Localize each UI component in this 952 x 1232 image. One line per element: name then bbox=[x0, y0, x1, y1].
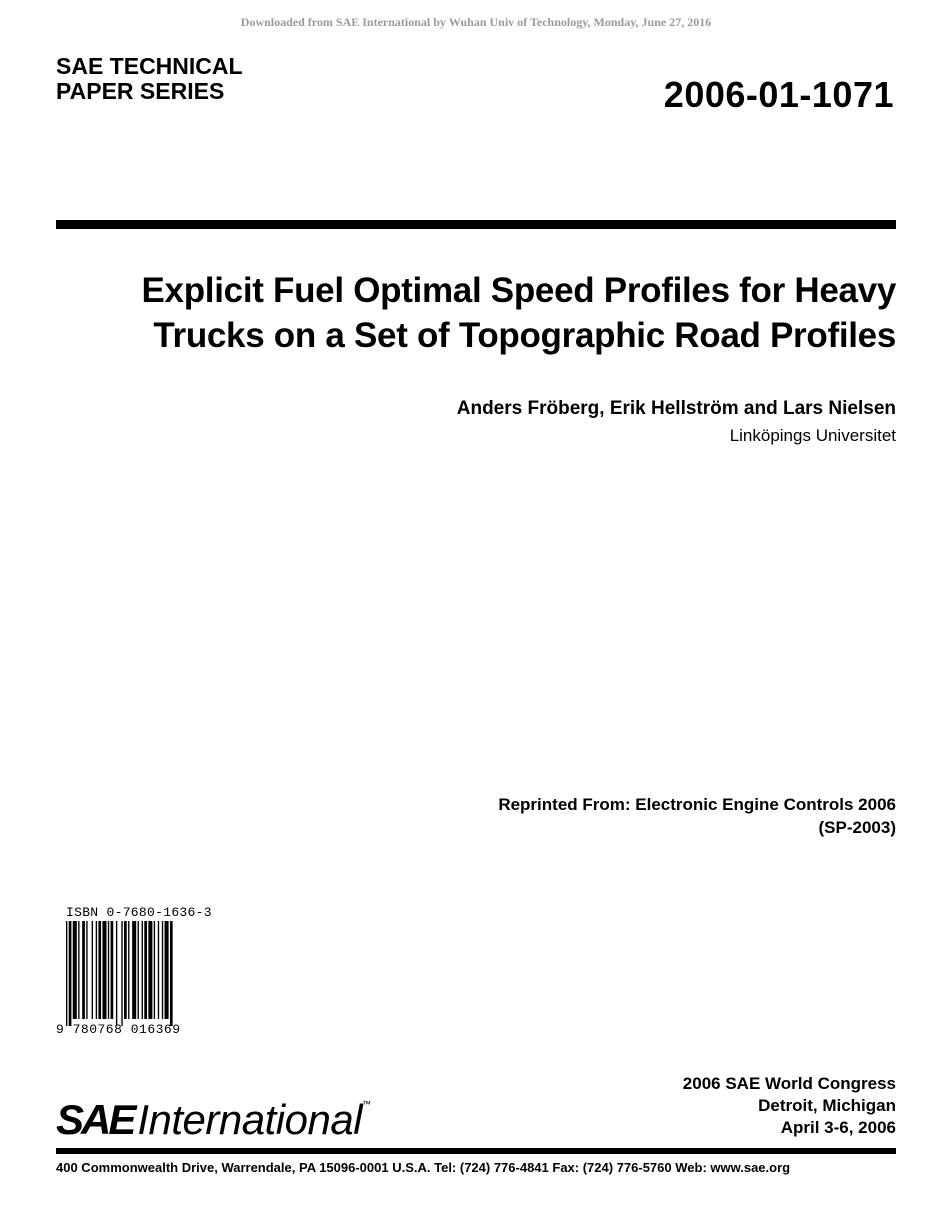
barcode-bar bbox=[69, 921, 72, 1026]
sae-international-logo bbox=[56, 1097, 371, 1143]
affiliation: Linköpings Universitet bbox=[729, 426, 896, 445]
barcode-bar bbox=[66, 921, 67, 1026]
contact-footer: 400 Commonwealth Drive, Warrendale, PA 15096-0001 U.S.A. Tel: (724) 776-4841 Fax: (724) 776-5760 Web: www.sae.org bbox=[56, 1160, 791, 1175]
barcode-bar bbox=[96, 921, 97, 1019]
barcode-bar bbox=[78, 921, 79, 1019]
barcode-bar bbox=[116, 921, 117, 1026]
trademark-symbol: ™ bbox=[362, 1099, 372, 1109]
barcode-bar bbox=[128, 921, 129, 1019]
barcode-bar bbox=[102, 921, 106, 1019]
barcode-bar bbox=[158, 921, 159, 1019]
barcode-bar bbox=[108, 921, 109, 1019]
barcode-bar bbox=[124, 921, 127, 1019]
barcode-bar bbox=[162, 921, 163, 1019]
barcode-bar bbox=[92, 921, 93, 1019]
paper-title bbox=[56, 268, 896, 358]
congress-location: Detroit, Michigan bbox=[758, 1096, 896, 1115]
barcode-bar bbox=[170, 921, 173, 1026]
paper-number: 2006-01-1071 bbox=[663, 74, 894, 115]
barcode-image bbox=[66, 921, 208, 1026]
congress-dates: April 3-6, 2006 bbox=[780, 1118, 896, 1137]
barcode-bar bbox=[148, 921, 152, 1019]
reprint-line-1: Reprinted From: Electronic Engine Controls 2006 bbox=[498, 795, 896, 814]
barcode-bar bbox=[86, 921, 87, 1019]
barcode-bar bbox=[73, 921, 77, 1019]
logo-international-text: International bbox=[137, 1096, 363, 1143]
barcode-bar bbox=[132, 921, 136, 1019]
barcode-bar bbox=[138, 921, 139, 1019]
series-label bbox=[56, 54, 243, 104]
reprint-line-2: (SP-2003) bbox=[818, 818, 896, 837]
barcode-bar bbox=[144, 921, 147, 1019]
reprint-info bbox=[498, 793, 896, 839]
logo-sae-text: SAE bbox=[56, 1096, 134, 1143]
barcode-bar bbox=[82, 921, 85, 1019]
series-line-2: PAPER SERIES bbox=[56, 78, 225, 104]
top-divider bbox=[56, 220, 896, 229]
barcode-bar bbox=[121, 921, 122, 1026]
barcode-bar bbox=[111, 921, 114, 1019]
barcode-digits: 9 780768 016369 bbox=[56, 1022, 181, 1037]
authors: Anders Fröberg, Erik Hellström and Lars Nielsen bbox=[456, 398, 896, 419]
isbn-label: ISBN 0-7680-1636-3 bbox=[66, 905, 212, 920]
congress-info bbox=[683, 1073, 896, 1139]
congress-name: 2006 SAE World Congress bbox=[682, 1074, 896, 1093]
title-line-2: Trucks on a Set of Topographic Road Profiles bbox=[153, 316, 896, 355]
barcode-bar bbox=[165, 921, 169, 1019]
barcode-bar bbox=[142, 921, 143, 1019]
download-note: Downloaded from SAE International by Wuhan Univ of Technology, Monday, June 27, 2016 bbox=[240, 15, 712, 29]
barcode-bar bbox=[98, 921, 101, 1019]
title-line-1: Explicit Fuel Optimal Speed Profiles for Heavy bbox=[141, 271, 896, 310]
series-line-1: SAE TECHNICAL bbox=[56, 53, 243, 79]
bottom-divider bbox=[56, 1148, 896, 1154]
barcode-bar bbox=[154, 921, 155, 1019]
